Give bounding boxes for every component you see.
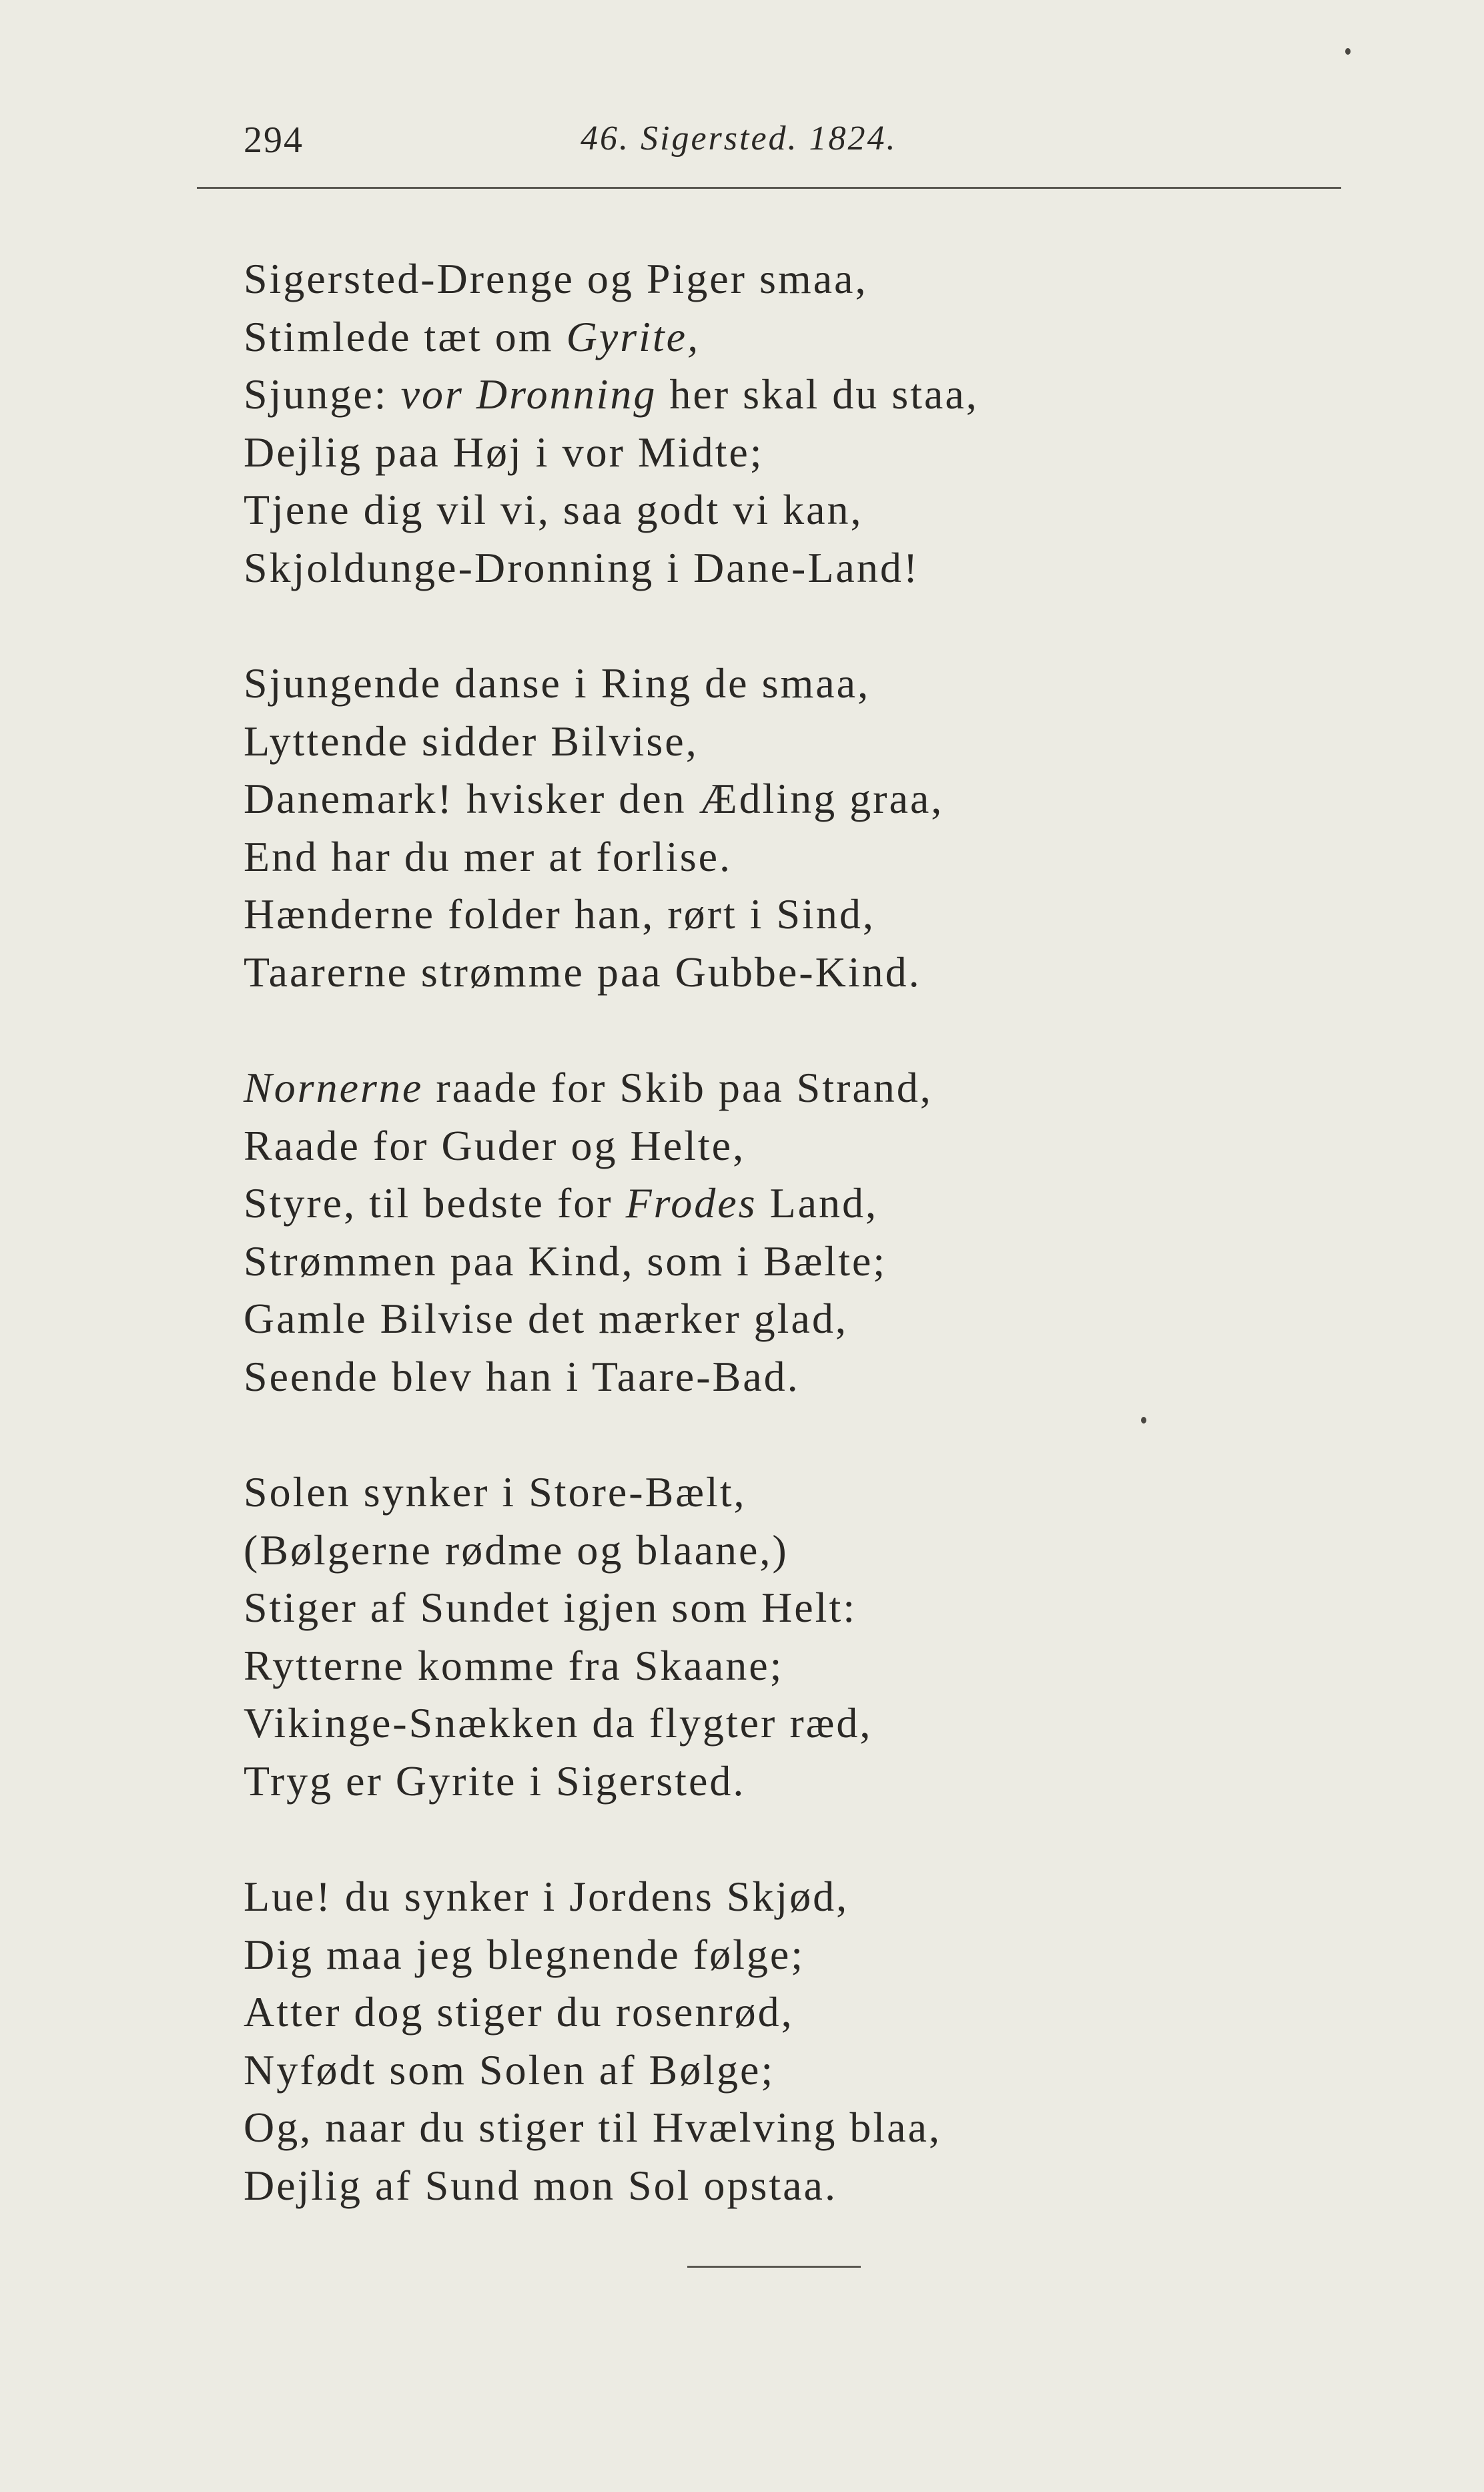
poem-line [244, 1637, 1378, 1695]
stanza [244, 1059, 1378, 1406]
line-text: Lue! du synker i Jordens Skjød, [244, 1873, 849, 1920]
poem-line [244, 308, 1378, 366]
print-speck [1141, 1417, 1146, 1424]
poem-line [244, 828, 1378, 886]
italic-text: vor Dronning [400, 370, 657, 418]
line-text: End har du mer at forlise. [244, 832, 732, 880]
poem-line [244, 713, 1378, 771]
line-text: Skjoldunge-Dronning i Dane-Land! [244, 543, 920, 591]
line-text: Rytterne komme fra Skaane; [244, 1641, 784, 1689]
line-text: Stimlede tæt om [244, 312, 567, 360]
line-text: Land, [757, 1179, 878, 1227]
poem-line [244, 1059, 1378, 1117]
line-text: Solen synker i Store-Bælt, [244, 1468, 747, 1516]
poem-line [244, 1926, 1378, 1984]
italic-text: Frodes [625, 1179, 757, 1227]
poem-line [244, 250, 1378, 308]
line-text: Lyttende sidder Bilvise, [244, 717, 699, 765]
line-text: Danemark! hvisker den Ædling graa, [244, 775, 944, 822]
poem-line [244, 366, 1378, 424]
line-text: Dejlig af Sund mon Sol opstaa. [244, 2161, 837, 2209]
poem-line [244, 2042, 1378, 2100]
poem-line [244, 1579, 1378, 1637]
header-rule [197, 187, 1341, 189]
poem-line [244, 1868, 1378, 1926]
running-title: 46. Sigersted. 1824. [581, 119, 897, 158]
poem-line [244, 481, 1378, 539]
line-text: Stiger af Sundet igjen som Helt: [244, 1584, 857, 1631]
line-text: Sjunge: [244, 370, 401, 418]
line-text: Strømmen paa Kind, som i Bælte; [244, 1237, 887, 1285]
poem-line [244, 1348, 1378, 1406]
line-text: her skal du staa, [657, 370, 979, 418]
poem-line [244, 655, 1378, 713]
line-text: Tryg er Gyrite i Sigersted. [244, 1757, 746, 1805]
line-text: Hænderne folder han, rørt i Sind, [244, 890, 875, 938]
line-text: Dig maa jeg blegnende følge; [244, 1930, 805, 1978]
line-text: Gamle Bilvise det mærker glad, [244, 1295, 848, 1342]
line-text: Styre, til bedste for [244, 1179, 626, 1227]
poem-line [244, 1117, 1378, 1175]
line-text: raade for Skib paa Strand, [423, 1064, 933, 1111]
line-text: Vikinge-Snækken da flygter ræd, [244, 1699, 873, 1747]
line-text: Sjungende danse i Ring de smaa, [244, 659, 871, 707]
stanza [244, 250, 1378, 597]
stanza [244, 1868, 1378, 2214]
poem-line [244, 1464, 1378, 1522]
page-header [0, 107, 1484, 167]
poem-line [244, 886, 1378, 944]
poem-line [244, 770, 1378, 828]
line-text: Atter dog stiger du rosenrød, [244, 1988, 794, 2036]
line-text: Og, naar du stiger til Hvælving blaa, [244, 2104, 942, 2151]
end-rule [687, 2266, 861, 2268]
poem-line [244, 944, 1378, 1002]
poem-line [244, 2157, 1378, 2215]
line-text: Nyfødt som Solen af Bølge; [244, 2046, 775, 2094]
poem-line [244, 1233, 1378, 1291]
poem-line [244, 2099, 1378, 2157]
poem-line [244, 1694, 1378, 1753]
poem-line [244, 1290, 1378, 1348]
poem-line [244, 1175, 1378, 1233]
stanza [244, 1464, 1378, 1810]
line-text: Seende blev han i Taare-Bad. [244, 1352, 800, 1400]
poem-line [244, 539, 1378, 597]
stanza [244, 655, 1378, 1001]
print-speck [1345, 48, 1351, 55]
line-text: Raade for Guder og Helte, [244, 1121, 746, 1169]
italic-text: Nornerne [244, 1064, 424, 1111]
poem-line [244, 1753, 1378, 1811]
line-text: (Bølgerne rødme og blaane,) [244, 1526, 789, 1574]
poem-line [244, 1522, 1378, 1580]
line-text: Taarerne strømme paa Gubbe-Kind. [244, 948, 921, 996]
poem-line [244, 424, 1378, 482]
poem [244, 250, 1378, 2272]
line-text: Dejlig paa Høj i vor Midte; [244, 428, 764, 476]
line-text: Tjene dig vil vi, saa godt vi kan, [244, 486, 863, 533]
page-number: 294 [244, 119, 304, 161]
line-text: Sigersted-Drenge og Piger smaa, [244, 255, 868, 302]
poem-line [244, 1983, 1378, 2042]
italic-text: Gyrite, [566, 312, 701, 360]
